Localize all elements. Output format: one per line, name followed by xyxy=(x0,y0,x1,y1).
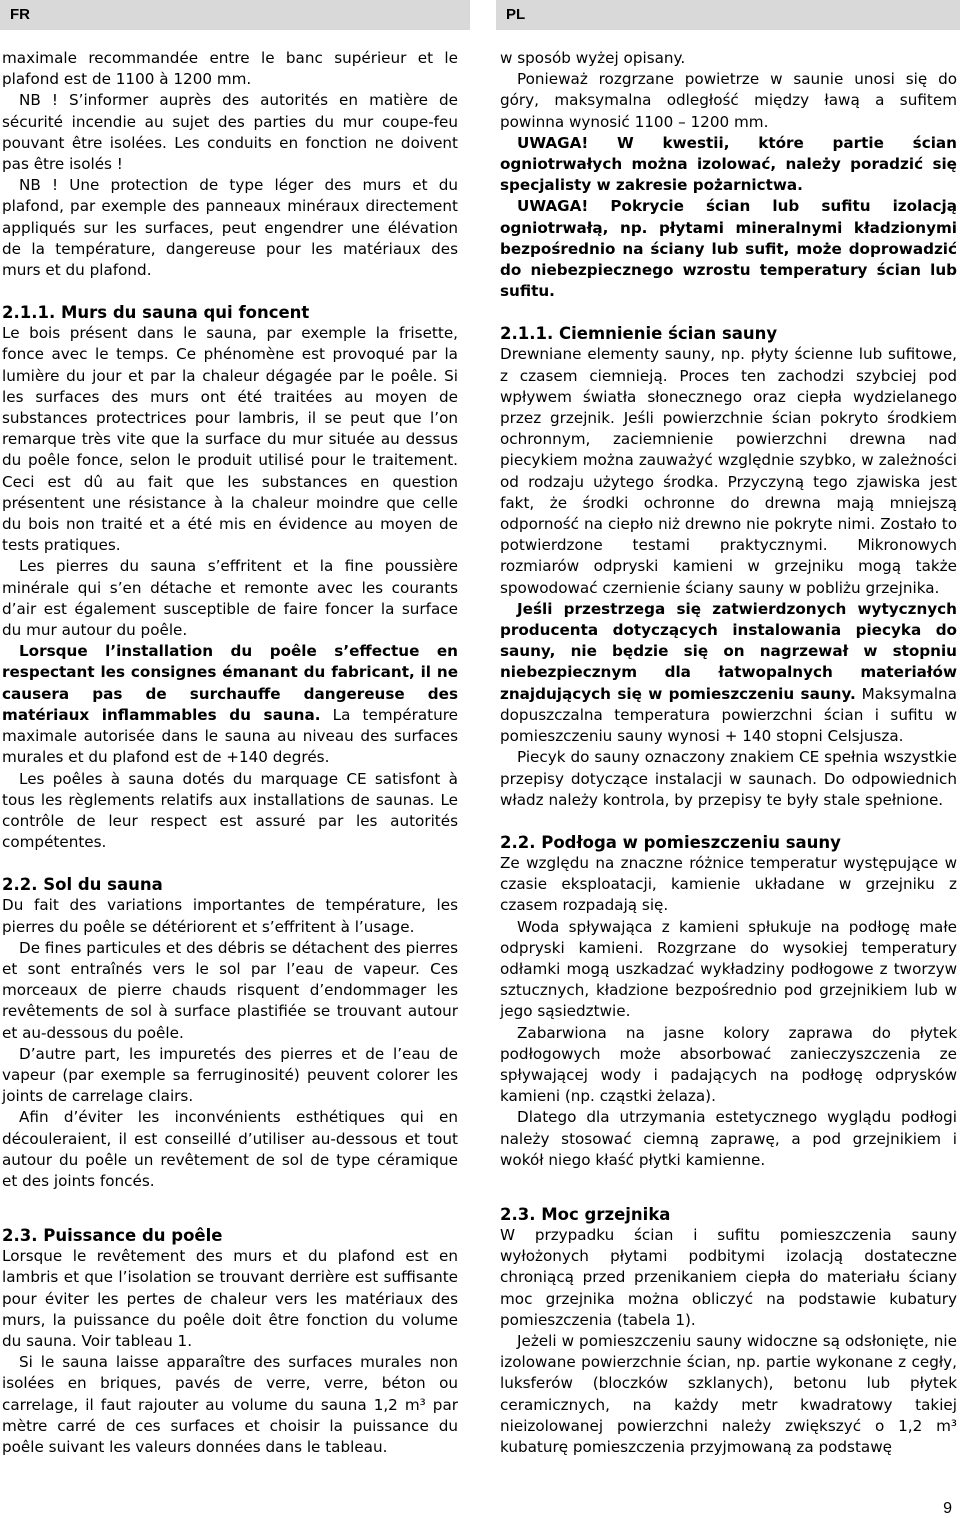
pl-paragraph: Zabarwiona na jasne kolory zaprawa do płytek podłogowych może absorbować zanieczyszczenia ze spływającej wody i padających na podłogę odprysków kamieni (np. cząstki żelaza). xyxy=(500,1023,957,1106)
fr-paragraph: D’autre part, les impuretés des pierres et de l’eau de vapeur (par exemple sa ferruginosité) peuvent colorer les joints de carrelage clairs. xyxy=(2,1044,458,1106)
pl-paragraph: W przypadku ścian i sufitu pomieszczenia sauny wyłożonych płytami podbitymi izolacją dostateczne chroniącą przed przenikaniem ciepła do materiału ściany moc grzejnika można obliczyć na podstawie kubatury pomieszczenia (tabela 1). xyxy=(500,1225,957,1329)
pl-paragraph: Ponieważ rozgrzane powietrze w saunie unosi się do góry, maksymalna odległość między ławą a sufitem powinna wynosić 1100 – 1200 mm. xyxy=(500,70,957,131)
language-tab-pl: PL xyxy=(496,0,960,30)
pl-paragraph: w sposób wyżej opisany. xyxy=(500,49,686,67)
fr-paragraph: Si le sauna laisse apparaître des surfaces murales non isolées en briques, pavés de verre, verre, béton ou carrelage, il faut rajouter au volume du sauna 1,2 m³ par mètre carré de ces surfaces et choisir la puissance du poêle suivant les valeurs données dans le tableau. xyxy=(2,1353,458,1456)
fr-paragraph: Les pierres du sauna s’effritent et la fine poussière minérale qui s’en détache et remonte avec les courants d’air est également susceptible de faire foncer la surface du mur autour du poêle. xyxy=(2,557,458,640)
fr-bold-text: Lorsque l’installation du poêle s’effectue en respectant les consignes émanant du fabricant, il ne causera pas de surchauffe dangereuse des matériaux inflammables du sauna. xyxy=(2,642,458,724)
pl-paragraph: Ze względu na znaczne różnice temperatur występujące w czasie eksploatacji, kamienie układane w grzejniku z czasem rozpadają się. xyxy=(500,853,957,915)
fr-text: La température maximale autorisée dans le sauna au niveau des surfaces murales et du plafond est de +140 degrés. xyxy=(2,705,458,767)
pl-heading-2-2: 2.2. Podłoga w pomieszczeniu sauny xyxy=(500,832,841,852)
fr-fire-safety-note: NB ! S’informer auprès des autorités en matière de sécurité incendie au sujet des parties du mur coupe-feu pouvant être isolées. Les conduits en fonction ne doivent pas être isolés ! xyxy=(2,91,458,174)
fr-paragraph: Du fait des variations importantes de température, les pierres du poêle se détériorent et s’effritent à l’usage. xyxy=(2,896,458,936)
pl-heading-2-1-1: 2.1.1. Ciemnienie ścian sauny xyxy=(500,324,778,344)
pl-paragraph: Woda spływająca z kamieni spłukuje na podłogę małe odpryski kamieni. Rozgrzane do wysokiej temperatury odłamki mogą uszkadzać wykładziny podłogowe z tworzyw sztucznych, kładzione bezpośrednio pod grzejnikiem lub w jego sąsiedztwie. xyxy=(500,917,957,1021)
pl-text: Maksymalna dopuszczalna temperatura powierzchni ścian i sufitu w pomieszczeniu sauny wynosi + 140 stopni Celsjusza. xyxy=(500,684,957,746)
fr-paragraph: Afin d’éviter les inconvénients esthétiques qui en découleraient, il est conseillé d’utiliser au-dessous et tout autour du poêle un revêtement de sol de type céramique et des joints foncés. xyxy=(2,1108,458,1190)
fr-heading-2-1-1: 2.1.1. Murs du sauna qui foncent xyxy=(2,303,310,323)
pl-warning-note: UWAGA! Pokrycie ścian lub sufitu izolacją ogniotrwałą, np. płytami mineralnymi kładzionymi bezpośrednio na ściany lub sufit, może doprowadzić do niebezpiecznego wzrostu temperatury ścian lub sufitu. xyxy=(500,197,957,301)
pl-paragraph: Dlatego dla utrzymania estetycznego wyglądu podłogi należy stosować ciemną zaprawę, a pod grzejnikiem i wokół niego kłaść płytki kamienne. xyxy=(500,1108,957,1169)
pl-paragraph: Piecyk do sauny oznaczony znakiem CE spełnia wszystkie przepisy dotyczące instalacji w saunach. Do odpowiednich władz należy kontrola, by przepisy te były stale spełnione. xyxy=(500,748,957,809)
fr-paragraph: Les poêles à sauna dotés du marquage CE satisfont à tous les règlements relatifs aux installations de saunas. Le contrôle de leur respect est assuré par les autorités compétentes. xyxy=(2,769,458,852)
language-tab-fr: FR xyxy=(0,0,470,30)
fr-heading-2-2: 2.2. Sol du sauna xyxy=(2,875,163,895)
pl-paragraph: Jeżeli w pomieszczeniu sauny widoczne są odsłonięte, nie izolowane powierzchnie ścian, np. partie wykonane z cegły, luksferów (bloczków szklanych), betonu lub płytek ceramicznych, na każdy metr kwadratowy takiej nieizolowanej powierzchni należy zwiększyć o 1,2 m³ kubaturę pomieszczenia przyjmowaną za podstawę xyxy=(500,1331,957,1456)
pl-heading-2-3: 2.3. Moc grzejnika xyxy=(500,1204,671,1224)
column-french xyxy=(2,48,458,1458)
pl-paragraph xyxy=(500,599,957,747)
fr-paragraph: maximale recommandée entre le banc supérieur et le plafond est de 1100 à 1200 mm. xyxy=(2,49,458,89)
page-number: 9 xyxy=(943,1500,952,1517)
fr-heading-2-3: 2.3. Puissance du poêle xyxy=(2,1226,223,1246)
column-polish xyxy=(500,48,957,1458)
pl-paragraph: Drewniane elementy sauny, np. płyty ścienne lub sufitowe, z czasem ciemnieją. Proces ten zachodzi szybciej pod wpływem światła słonecznego oraz ciepła wydzielanego przez grzejnik. Jeśli powierzchnie ścian pokryto środkiem ochronnym, zaciemnienie powierzchni drewna nad piecykiem można zauważyć względnie szybko, w zależności od rodzaju użytego środka. Przyczyną tego zjawiska jest fakt, że środki ochronne do drewna mają mniejszą odporność na ciepło niż drewno nie pokryte nimi. Zostało to potwierdzone testami praktycznymi. Mikronowych rozmiarów odpryski kamieni w grzejniku mogą także spowodować czernienie ściany sauny w pobliżu grzejnika. xyxy=(500,345,957,597)
fr-protection-note: NB ! Une protection de type léger des murs et du plafond, par exemple des panneaux minéraux directement appliqués sur les surfaces, peut engendrer une élévation de la température, dangereuse pour les matériaux des murs et du plafond. xyxy=(2,176,458,280)
pl-bold-text: Jeśli przestrzega się zatwierdzonych wytycznych producenta dotyczących instalowania piecyka do sauny, nie będzie się on nagrzewał w stopniu niebezpiecznym dla łatwopalnych materiałów znajdujących się w pomieszczeniu sauny. xyxy=(500,599,957,703)
fr-paragraph xyxy=(2,641,458,768)
fr-paragraph: Le bois présent dans le sauna, par exemple la frisette, fonce avec le temps. Ce phénomène est provoqué par la lumière du jour et par la chaleur dégagée par le poêle. Si les surfaces des murs ont été traitées au moyen de substances protectrices pour lambris, il se peut que l’on remarque très vite que la surface du mur située au dessus du poêle fonce, selon le produit utilisé pour le traitement. Ceci est dû au fait que les substances en question présentent une résistance à la chaleur moindre que celle du bois non traité et a été mis en évidence au moyen de tests pratiques. xyxy=(2,324,458,555)
fr-paragraph: De fines particules et des débris se détachent des pierres et sont entraînés vers le sol par l’eau de vapeur. Ces morceaux de pierre chauds risquent d’endommager les revêtements de sol à surface plastifiée se trouvant autour et au-dessous du poêle. xyxy=(2,938,458,1042)
pl-warning-note: UWAGA! W kwestii, które partie ścian ogniotrwałych można izolować, należy poradzić się specjalisty w zakresie pożarnictwa. xyxy=(500,133,957,195)
fr-paragraph: Lorsque le revêtement des murs et du plafond est en lambris et que l’isolation se trouvant derrière est suffisante pour éviter les pertes de chaleur vers les matériaux des murs, la puissance du poêle doit être fonction du volume du sauna. Voir tableau 1. xyxy=(2,1247,458,1350)
